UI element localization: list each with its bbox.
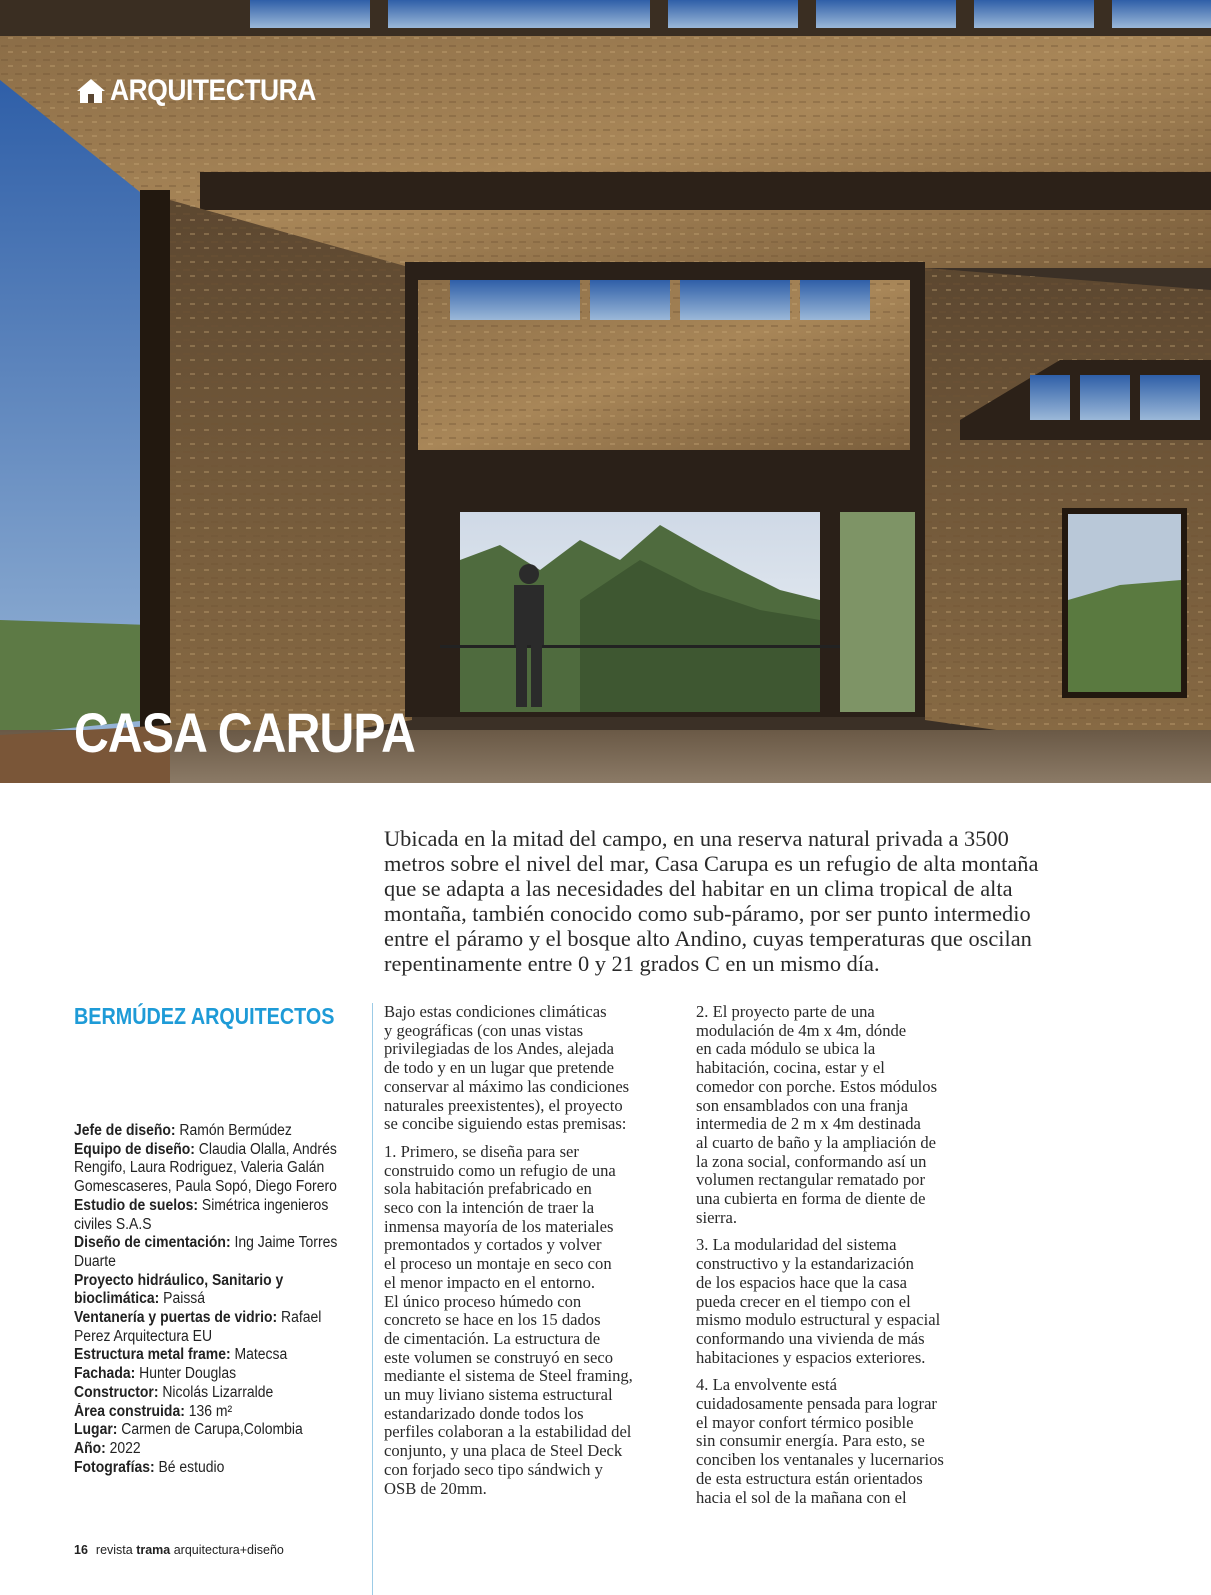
body-line: un muy liviano sistema estructural xyxy=(384,1385,613,1405)
credit-row: Diseño de cimentación: Ing Jaime Torres xyxy=(74,1234,338,1252)
credit-row: Proyecto hidráulico, Sanitario y xyxy=(74,1271,284,1289)
body-line: y geográficas (con unas vistas xyxy=(384,1020,584,1040)
credit-row: Rengifo, Laura Rodriguez, Valeria Galán xyxy=(74,1159,325,1177)
body-line: intermedia de 2 m x 4m destinada xyxy=(696,1114,921,1134)
house-icon xyxy=(76,78,106,104)
body-line: construido como un refugio de una xyxy=(384,1160,616,1180)
credit-row: Año: 2022 xyxy=(74,1439,141,1457)
credit-row: bioclimática: Paissá xyxy=(74,1290,206,1308)
body-line: naturales preexistentes), el proyecto xyxy=(384,1095,623,1115)
publication-name: revista trama arquitectura+diseño xyxy=(95,1543,284,1557)
credit-row: Área construida: 136 m² xyxy=(74,1402,233,1420)
body-line: modulación de 4m x 4m, dónde xyxy=(696,1020,907,1040)
body-line: mismo modulo estructural y espacial xyxy=(696,1310,941,1330)
hero-photo xyxy=(0,0,1211,783)
credit-row: Constructor: Nicolás Lizarralde xyxy=(74,1383,274,1401)
credit-row: Estructura metal frame: Matecsa xyxy=(74,1346,288,1364)
body-line: 2. El proyecto parte de una xyxy=(696,1002,875,1021)
body-line: sin consumir energía. Para esto, se xyxy=(696,1431,925,1451)
credit-row: Lugar: Carmen de Carupa,Colombia xyxy=(74,1421,303,1439)
hero-title: CASA CARUPA xyxy=(74,701,416,764)
lead-line: entre el páramo y el bosque alto Andino, cuyas temperaturas que oscilan xyxy=(384,926,1032,951)
lead-paragraph xyxy=(384,826,1136,976)
body-column-1 xyxy=(384,1003,674,1498)
body-line: concreto se hace en los 15 dados xyxy=(384,1310,601,1330)
body-line: comedor con porche. Estos módulos xyxy=(696,1076,938,1096)
body-line: de todo y en un lugar que pretende xyxy=(384,1058,614,1078)
credit-row: Perez Arquitectura EU xyxy=(74,1327,213,1345)
body-line: el proceso un montaje en seco con xyxy=(384,1254,612,1274)
section-label: ARQUITECTURA xyxy=(110,74,316,107)
body-line: conformando una vivienda de más xyxy=(696,1328,925,1348)
body-line: volumen rectangular rematado por xyxy=(696,1170,925,1190)
body-line: perfiles colaboran a la estabilidad del xyxy=(384,1422,632,1442)
body-line: una cubierta en forma de diente de xyxy=(696,1189,926,1209)
body-line: Bajo estas condiciones climáticas xyxy=(384,1002,607,1021)
body-line: la zona social, conformando así un xyxy=(696,1151,927,1171)
body-line: premontados y cortados y volver xyxy=(384,1235,602,1255)
body-line: inmensa mayoría de los materiales xyxy=(384,1216,614,1236)
lead-line: Ubicada en la mitad del campo, en una reserva natural privada a 3500 xyxy=(384,826,1009,851)
body-line: privilegiadas de los Andes, alejada xyxy=(384,1039,614,1059)
body-line: OSB de 20mm. xyxy=(384,1478,487,1498)
body-line: mediante el sistema de Steel framing, xyxy=(384,1366,633,1386)
body-line: de cimentación. La estructura de xyxy=(384,1328,601,1348)
body-line: pueda crecer en el tiempo con el xyxy=(696,1291,911,1311)
page-number: 16 xyxy=(74,1543,88,1557)
lead-line: montaña, también conocido como sub-páramo, por ser punto intermedio xyxy=(384,901,1031,926)
lead-line: repentinamente entre 0 y 21 grados C en un mismo día. xyxy=(384,951,880,976)
credit-row: Estudio de suelos: Simétrica ingenieros xyxy=(74,1196,329,1214)
hero-illustration xyxy=(0,0,1211,783)
body-line: con forjado seco tipo sándwich y xyxy=(384,1459,603,1479)
body-line: de los espacios hace que la casa xyxy=(696,1272,908,1292)
body-line: conciben los ventanales y lucernarios xyxy=(696,1450,944,1470)
section-tag xyxy=(76,74,344,108)
credit-row: Equipo de diseño: Claudia Olalla, Andrés xyxy=(74,1140,337,1158)
body-line: 1. Primero, se diseña para ser xyxy=(384,1141,579,1161)
body-line: en cada módulo se ubica la xyxy=(696,1039,876,1059)
lead-line: que se adapta a las necesidades del habitar en un clima tropical de alta xyxy=(384,876,1013,901)
body-line: conservar al máximo las condiciones xyxy=(384,1076,630,1096)
body-line: seco con la intención de traer la xyxy=(384,1198,595,1218)
body-line: constructivo y la estandarización xyxy=(696,1254,914,1274)
body-line: sierra. xyxy=(696,1207,737,1227)
credit-row: Jefe de diseño: Ramón Bermúdez xyxy=(74,1122,292,1139)
credit-row: Ventanería y puertas de vidrio: Rafael xyxy=(74,1309,322,1327)
body-column-2 xyxy=(696,1003,986,1507)
credit-row: Duarte xyxy=(74,1252,116,1270)
credit-row: Fachada: Hunter Douglas xyxy=(74,1365,237,1383)
credit-row: Fotografías: Bé estudio xyxy=(74,1458,225,1476)
body-line: habitaciones y espacios exteriores. xyxy=(696,1347,926,1367)
body-line: 4. La envolvente está xyxy=(696,1375,837,1395)
body-line: habitación, cocina, estar y el xyxy=(696,1058,885,1078)
body-line: el menor impacto en el entorno. xyxy=(384,1272,596,1292)
page-footer xyxy=(74,1543,284,1557)
body-line: al cuarto de baño y la ampliación de xyxy=(696,1132,937,1152)
body-line: son ensamblados con una franja xyxy=(696,1095,908,1115)
body-line: 3. La modularidad del sistema xyxy=(696,1235,897,1255)
credit-row: civiles S.A.S xyxy=(74,1215,152,1233)
body-line: El único proceso húmedo con xyxy=(384,1291,582,1311)
body-line: el mayor confort térmico posible xyxy=(696,1412,914,1432)
body-line: sola habitación prefabricado en xyxy=(384,1179,592,1199)
lead-line: metros sobre el nivel del mar, Casa Carupa es un refugio de alta montaña xyxy=(384,851,1039,876)
body-line: hacia el sol de la mañana con el xyxy=(696,1487,907,1507)
body-line: este volumen se construyó en seco xyxy=(384,1347,614,1367)
firm-name: BERMÚDEZ ARQUITECTOS xyxy=(74,1003,335,1029)
body-line: conjunto, y una placa de Steel Deck xyxy=(384,1441,623,1461)
body-line: cuidadosamente pensada para lograr xyxy=(696,1394,937,1414)
credits-list xyxy=(74,1122,374,1477)
body-line: estandarizado donde todos los xyxy=(384,1403,584,1423)
credit-row: Gomescaseres, Paula Sopó, Diego Forero xyxy=(74,1178,337,1196)
column-divider xyxy=(372,1003,373,1595)
body-line: de esta estructura están orientados xyxy=(696,1468,923,1488)
body-line: se concibe siguiendo estas premisas: xyxy=(384,1114,627,1134)
